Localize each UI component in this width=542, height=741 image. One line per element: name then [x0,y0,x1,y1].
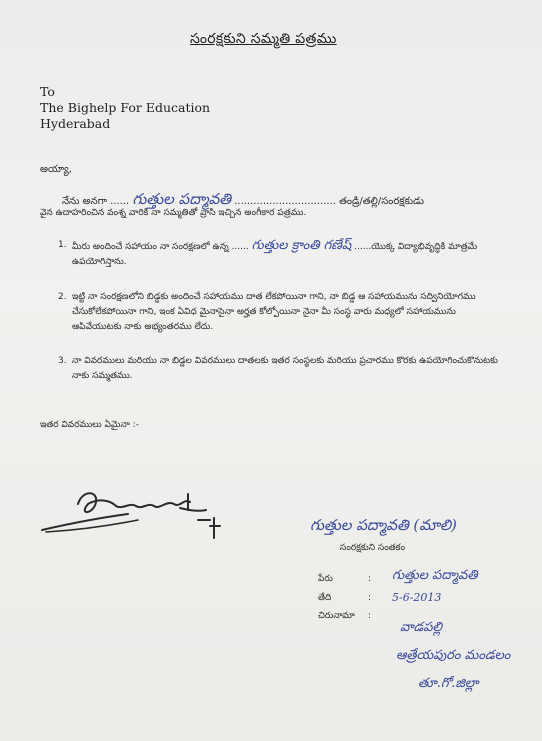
address-to: To [40,84,55,99]
field-value-village: వాడపల్లి [400,620,443,635]
field-colon: : [368,611,372,621]
address-line-district: తూ.గో.జిల్లా [418,676,479,691]
clause-text: మీరు అందించే సహాయం నా సంరక్షణలో ఉన్న ...... [72,242,249,252]
salutation: అయ్యా, [40,164,72,175]
field-colon: : [368,574,372,584]
field-value-name: గుత్తుల పద్మావతి [392,568,478,583]
intro-line-2: వైన ఉదాహరించిన వంశ్న వారికి నా సమ్మతితో వ్రాసి ఇచ్చిన అంగీకార పత్రము. [40,208,307,218]
clause-3 [58,354,508,388]
field-value-date: 5-6-2013 [392,591,442,604]
document-title: సంరక్షకుని సమ్మతి పత్రము [190,31,337,47]
clause-text: నా వివరములు మరియు నా బిడ్డల వివరములు దాతలకు ఇతర సంస్థలకు మరియు ప్రచారము కొరకు ఉపయోగించుకొనుటకు నాకు సమ్మతము. [72,356,498,381]
clause-number: 1. [58,240,67,250]
handwritten-guardian-name: గుత్తుల పద్మావతి [132,190,232,208]
intro-relation: తండ్రి/తల్లి/సంరక్షకుడు [339,196,425,207]
clause-number: 3. [58,356,67,366]
field-label-address: చిరునామా [318,611,355,621]
other-details-label: ఇతర వివరములు ఏమైనా :- [40,420,139,430]
clause-text: ఇట్టి నా సంరక్షణలోని బిడ్డకు అందించే సహాయము దాత లేకపోయినా గాని, నా బిడ్డ ఆ సహాయమును సద్వినియోగము చేసుకోలేకపోయినా గాని, ఇంక ఏవిధ మైనాసైనా అర్హత కోల్పోయినా నైనా మీ సంస్థ వారు మధ్యలో సహాయమును ఆపివేయుటకు నాకు అభ్యంతరము లేదు. [72,292,476,332]
field-label-date: తేది [318,593,332,603]
clause-2 [58,290,508,350]
address-line-mandal: ఆత్రేయపురం మండలం [396,648,511,663]
clause-number: 2. [58,292,67,302]
guardian-signature-caption: సంరక్షకుని సంతకం [340,543,406,553]
intro-dots: ................................ [234,196,336,207]
clause-text-end: ......యొక్క విద్యాభివృద్ధికి మాత్రమే ఉపయోగిస్తాను. [72,242,478,267]
field-label-name: పేరు [318,574,333,584]
address-city: Hyderabad [40,116,111,131]
field-colon: : [368,593,372,603]
guardian-signature: గుత్తుల పద్మావతి (మాలి) [310,516,457,534]
address-recipient: The Bighelp For Education [40,100,211,115]
official-signature [38,480,238,550]
intro-prefix: నేను అనగా ...... [62,196,130,207]
handwritten-child-name: గుత్తుల క్రాంతి గణేష్ [251,238,352,253]
clause-1 [58,238,508,272]
